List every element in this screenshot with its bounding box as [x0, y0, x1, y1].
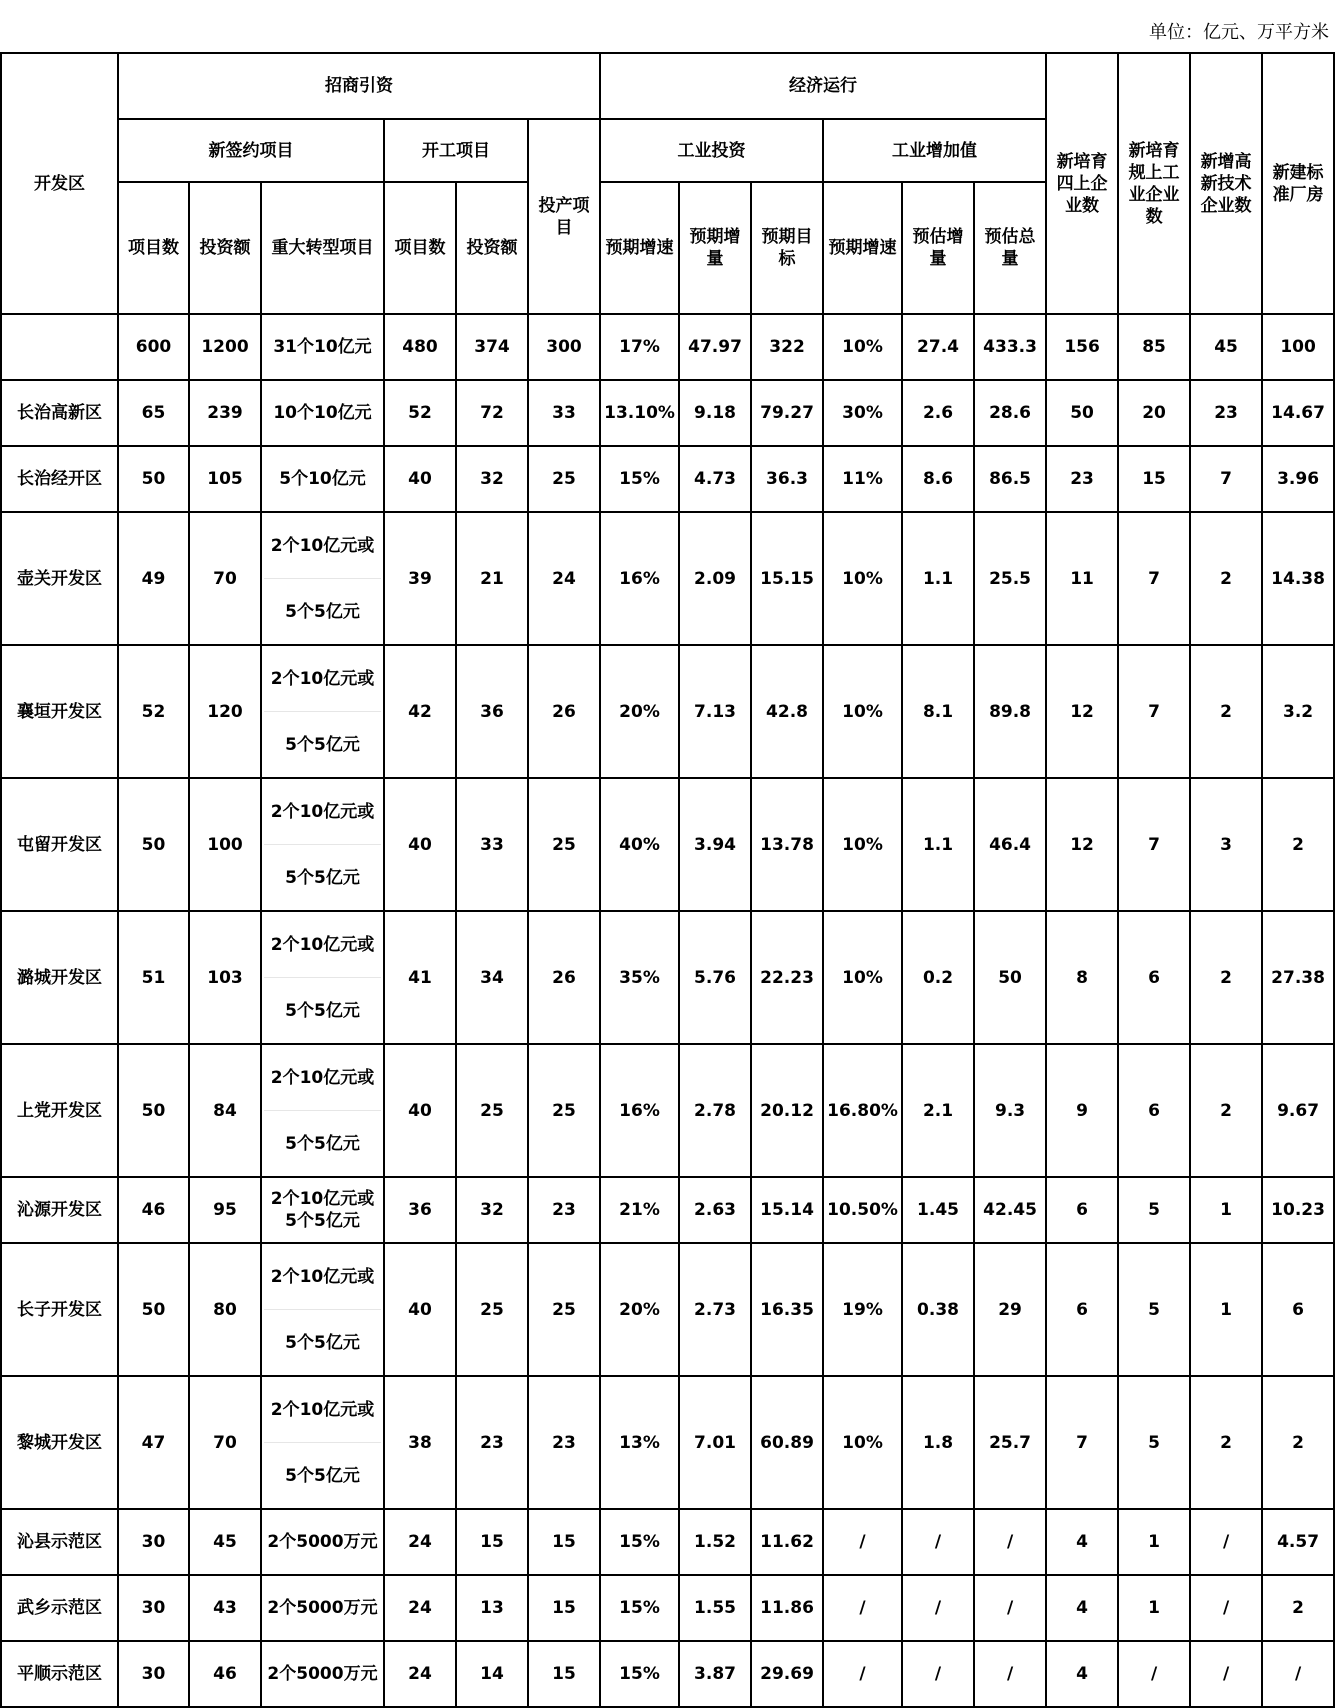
major-project-option-b: 5个5亿元 [285, 1465, 360, 1486]
table-cell: 30% [823, 380, 902, 446]
table-cell: / [823, 1641, 902, 1707]
table-cell: 5 [1118, 1243, 1190, 1376]
table-cell: 34 [456, 911, 528, 1044]
table-row [1, 1376, 1334, 1509]
table-cell: 13.78 [751, 778, 823, 911]
table-cell: 65 [118, 380, 189, 446]
table-cell: 50 [118, 1044, 189, 1177]
major-project-option-a: 2个10亿元或 [264, 779, 381, 845]
table-cell: 30 [118, 1509, 189, 1575]
total-cell: 600 [118, 314, 189, 380]
major-project-option-b: 5个5亿元 [285, 1000, 360, 1021]
development-zone-targets-table [0, 52, 1335, 1708]
district-name: 沁源开发区 [1, 1177, 118, 1243]
table-cell: 14.67 [1262, 380, 1334, 446]
table-cell: 50 [118, 1243, 189, 1376]
table-cell: 10% [823, 645, 902, 778]
table-cell: 86.5 [974, 446, 1046, 512]
table-cell: 42 [384, 645, 456, 778]
table-cell: 16% [600, 512, 679, 645]
major-project-option-b: 5个5亿元 [285, 601, 360, 622]
table-cell: 25 [528, 1243, 600, 1376]
header-district: 开发区 [1, 53, 118, 314]
table-cell: 40 [384, 1243, 456, 1376]
table-cell: 1 [1190, 1177, 1262, 1243]
table-cell: 11% [823, 446, 902, 512]
table-cell: 2个5000万元 [261, 1509, 384, 1575]
table-cell: 40% [600, 778, 679, 911]
major-project-option-b: 5个5亿元 [285, 1332, 360, 1353]
header-gy-invest: 工业投资 [600, 119, 823, 182]
table-cell: 43 [189, 1575, 261, 1641]
table-cell: 40 [384, 446, 456, 512]
table-cell: 60.89 [751, 1376, 823, 1509]
table-cell: 23 [528, 1177, 600, 1243]
table-row [1, 1243, 1334, 1376]
table-cell: 26 [528, 911, 600, 1044]
table-cell: 33 [528, 380, 600, 446]
table-cell: 40 [384, 1044, 456, 1177]
table-cell: 2 [1190, 911, 1262, 1044]
table-cell: 50 [118, 778, 189, 911]
table-cell: / [1190, 1641, 1262, 1707]
table-cell: 23 [456, 1376, 528, 1509]
table-cell: 5.76 [679, 911, 751, 1044]
table-cell: 1.45 [902, 1177, 974, 1243]
table-cell: 22.23 [751, 911, 823, 1044]
table-cell: 1 [1190, 1243, 1262, 1376]
table-cell: 1.1 [902, 512, 974, 645]
major-project-cell [261, 1177, 384, 1243]
table-cell: 6 [1118, 1044, 1190, 1177]
major-project-cell [261, 911, 384, 1044]
table-cell: 11.62 [751, 1509, 823, 1575]
table-cell: 7.13 [679, 645, 751, 778]
table-cell: 10% [823, 911, 902, 1044]
table-cell: 6 [1046, 1243, 1118, 1376]
table-cell: 49 [118, 512, 189, 645]
table-cell: 30 [118, 1641, 189, 1707]
table-cell: 20.12 [751, 1044, 823, 1177]
table-cell: 80 [189, 1243, 261, 1376]
table-cell: 1 [1118, 1509, 1190, 1575]
table-cell: 25 [528, 1044, 600, 1177]
table-cell: 2.6 [902, 380, 974, 446]
table-cell: 2个5000万元 [261, 1575, 384, 1641]
table-cell: / [823, 1509, 902, 1575]
total-cell: 322 [751, 314, 823, 380]
total-cell: 45 [1190, 314, 1262, 380]
table-cell: 46.4 [974, 778, 1046, 911]
major-project-cell [261, 1376, 384, 1509]
table-cell: 70 [189, 1376, 261, 1509]
table-cell: 3.87 [679, 1641, 751, 1707]
table-cell: 95 [189, 1177, 261, 1243]
table-cell: 19% [823, 1243, 902, 1376]
table-cell: 20% [600, 1243, 679, 1376]
table-cell: 2 [1262, 778, 1334, 911]
table-cell: 50 [118, 446, 189, 512]
table-cell: 8 [1046, 911, 1118, 1044]
table-row [1, 911, 1334, 1044]
table-cell: 12 [1046, 645, 1118, 778]
table-cell: 2.63 [679, 1177, 751, 1243]
col-add-speed: 预期增速 [823, 182, 902, 314]
table-cell: / [902, 1575, 974, 1641]
header-kaigong: 开工项目 [384, 119, 528, 182]
total-cell: 31个10亿元 [261, 314, 384, 380]
district-name: 长治经开区 [1, 446, 118, 512]
table-cell: 52 [384, 380, 456, 446]
major-project-option-b: 5个5亿元 [285, 1211, 360, 1231]
major-project-option-a: 2个10亿元或 [264, 1045, 381, 1111]
total-cell: 10% [823, 314, 902, 380]
table-cell: 25.7 [974, 1376, 1046, 1509]
table-cell: 7 [1118, 778, 1190, 911]
table-cell: 2 [1262, 1376, 1334, 1509]
table-cell: 52 [118, 645, 189, 778]
table-cell: 13.10% [600, 380, 679, 446]
table-cell: 3.96 [1262, 446, 1334, 512]
table-cell: 46 [118, 1177, 189, 1243]
table-cell: 51 [118, 911, 189, 1044]
table-cell: 10% [823, 778, 902, 911]
table-cell: 89.8 [974, 645, 1046, 778]
table-cell: 36 [384, 1177, 456, 1243]
table-cell: 120 [189, 645, 261, 778]
table-cell: 25 [528, 778, 600, 911]
district-name: 潞城开发区 [1, 911, 118, 1044]
major-project-cell [261, 1044, 384, 1177]
col-kg-count: 项目数 [384, 182, 456, 314]
table-cell: 70 [189, 512, 261, 645]
table-cell: / [823, 1575, 902, 1641]
table-cell: 84 [189, 1044, 261, 1177]
table-cell: 2 [1262, 1575, 1334, 1641]
table-cell: 3.2 [1262, 645, 1334, 778]
table-cell: 2 [1190, 1044, 1262, 1177]
table-row [1, 446, 1334, 512]
table-cell: 32 [456, 446, 528, 512]
district-name: 壶关开发区 [1, 512, 118, 645]
table-cell: 6 [1046, 1177, 1118, 1243]
table-cell: 2.09 [679, 512, 751, 645]
table-row [1, 512, 1334, 645]
table-cell: 10.50% [823, 1177, 902, 1243]
table-cell: 9.18 [679, 380, 751, 446]
table-cell: 4.73 [679, 446, 751, 512]
district-name: 武乡示范区 [1, 1575, 118, 1641]
table-cell: 1.52 [679, 1509, 751, 1575]
table-cell: 28.6 [974, 380, 1046, 446]
table-row [1, 1641, 1334, 1707]
table-cell: 3 [1190, 778, 1262, 911]
table-cell: 50 [1046, 380, 1118, 446]
table-cell: 16% [600, 1044, 679, 1177]
total-cell: 85 [1118, 314, 1190, 380]
table-cell: 36 [456, 645, 528, 778]
table-cell: 103 [189, 911, 261, 1044]
total-cell: 100 [1262, 314, 1334, 380]
table-row [1, 778, 1334, 911]
major-project-option-a: 2个10亿元或 [264, 646, 381, 712]
district-name: 黎城开发区 [1, 1376, 118, 1509]
table-cell: 14.38 [1262, 512, 1334, 645]
table-cell: 10个10亿元 [261, 380, 384, 446]
table-cell: 42.8 [751, 645, 823, 778]
major-project-cell [261, 645, 384, 778]
total-cell: 27.4 [902, 314, 974, 380]
total-cell: 480 [384, 314, 456, 380]
table-cell: 7.01 [679, 1376, 751, 1509]
header-zhaoshang: 招商引资 [118, 53, 600, 119]
header-new-industrial: 新培育规上工业企业数 [1118, 53, 1190, 314]
table-cell: 15 [1118, 446, 1190, 512]
table-cell: 25 [456, 1044, 528, 1177]
table-cell: 24 [528, 512, 600, 645]
total-cell: 300 [528, 314, 600, 380]
district-name: 长子开发区 [1, 1243, 118, 1376]
table-cell: 3.94 [679, 778, 751, 911]
table-cell: 29 [974, 1243, 1046, 1376]
table-cell: 33 [456, 778, 528, 911]
table-cell: 8.6 [902, 446, 974, 512]
table-cell: 5 [1118, 1376, 1190, 1509]
district-name: 平顺示范区 [1, 1641, 118, 1707]
table-cell: 4 [1046, 1509, 1118, 1575]
col-inv-speed: 预期增速 [600, 182, 679, 314]
table-body [1, 314, 1334, 1707]
table-cell: 9.67 [1262, 1044, 1334, 1177]
table-row-total [1, 314, 1334, 380]
col-inv-incr: 预期增量 [679, 182, 751, 314]
table-row [1, 1044, 1334, 1177]
table-cell: 25.5 [974, 512, 1046, 645]
total-cell: 17% [600, 314, 679, 380]
table-cell: 6 [1118, 911, 1190, 1044]
table-cell: 4 [1046, 1575, 1118, 1641]
table-cell: / [974, 1575, 1046, 1641]
table-cell: 10% [823, 1376, 902, 1509]
total-cell [1, 314, 118, 380]
table-cell: 11 [1046, 512, 1118, 645]
table-cell: 5个10亿元 [261, 446, 384, 512]
major-project-cell [261, 778, 384, 911]
table-cell: 12 [1046, 778, 1118, 911]
table-cell: 50 [974, 911, 1046, 1044]
major-project-cell [261, 512, 384, 645]
table-cell: 15.15 [751, 512, 823, 645]
table-cell: 79.27 [751, 380, 823, 446]
col-invest: 投资额 [189, 182, 261, 314]
table-cell: 100 [189, 778, 261, 911]
header-gy-added: 工业增加值 [823, 119, 1046, 182]
table-cell: / [1190, 1575, 1262, 1641]
table-cell: 45 [189, 1509, 261, 1575]
col-major: 重大转型项目 [261, 182, 384, 314]
col-inv-target: 预期目标 [751, 182, 823, 314]
table-cell: / [1262, 1641, 1334, 1707]
major-project-option-b: 5个5亿元 [285, 1133, 360, 1154]
table-cell: 13% [600, 1376, 679, 1509]
table-cell: 7 [1118, 512, 1190, 645]
col-kg-invest: 投资额 [456, 182, 528, 314]
col-add-total: 预估总量 [974, 182, 1046, 314]
table-cell: 27.38 [1262, 911, 1334, 1044]
table-cell: 29.69 [751, 1641, 823, 1707]
major-project-option-b: 5个5亿元 [285, 734, 360, 755]
table-cell: 26 [528, 645, 600, 778]
table-cell: 25 [528, 446, 600, 512]
table-cell: 7 [1190, 446, 1262, 512]
table-cell: / [1118, 1641, 1190, 1707]
total-cell: 1200 [189, 314, 261, 380]
table-cell: 2.73 [679, 1243, 751, 1376]
table-cell: 9.3 [974, 1044, 1046, 1177]
major-project-option-a: 2个10亿元或 [270, 1189, 375, 1209]
table-cell: 24 [384, 1575, 456, 1641]
major-project-option-b: 5个5亿元 [285, 867, 360, 888]
table-row [1, 380, 1334, 446]
district-name: 长治高新区 [1, 380, 118, 446]
table-cell: 24 [384, 1641, 456, 1707]
table-cell: 40 [384, 778, 456, 911]
table-cell: 105 [189, 446, 261, 512]
table-cell: 7 [1046, 1376, 1118, 1509]
table-cell: 23 [1046, 446, 1118, 512]
table-cell: 42.45 [974, 1177, 1046, 1243]
col-proj-count: 项目数 [118, 182, 189, 314]
table-cell: 7 [1118, 645, 1190, 778]
table-cell: 1.1 [902, 778, 974, 911]
table-cell: 15.14 [751, 1177, 823, 1243]
table-cell: 15 [528, 1509, 600, 1575]
table-cell: 5 [1118, 1177, 1190, 1243]
district-name: 襄垣开发区 [1, 645, 118, 778]
table-cell: / [974, 1641, 1046, 1707]
unit-label: 单位：亿元、万平方米 [1149, 22, 1329, 43]
table-cell: 15 [528, 1575, 600, 1641]
table-cell: 239 [189, 380, 261, 446]
table-cell: 2 [1190, 645, 1262, 778]
district-name: 屯留开发区 [1, 778, 118, 911]
table-cell: 2个5000万元 [261, 1641, 384, 1707]
table-cell: 20% [600, 645, 679, 778]
table-cell: 0.38 [902, 1243, 974, 1376]
table-cell: 15% [600, 1575, 679, 1641]
table-cell: / [902, 1641, 974, 1707]
table-cell: 25 [456, 1243, 528, 1376]
table-cell: 23 [528, 1376, 600, 1509]
table-cell: / [902, 1509, 974, 1575]
table-cell: / [974, 1509, 1046, 1575]
table-row [1, 1575, 1334, 1641]
table-cell: 13 [456, 1575, 528, 1641]
district-name: 上党开发区 [1, 1044, 118, 1177]
table-cell: 15% [600, 1641, 679, 1707]
table-cell: 30 [118, 1575, 189, 1641]
table-cell: 11.86 [751, 1575, 823, 1641]
major-project-option-a: 2个10亿元或 [264, 912, 381, 978]
table-cell: 15% [600, 1509, 679, 1575]
header-new-four-above: 新培育四上企业数 [1046, 53, 1118, 314]
table-cell: / [1190, 1509, 1262, 1575]
table-cell: 24 [384, 1509, 456, 1575]
table-cell: 4.57 [1262, 1509, 1334, 1575]
table-cell: 2 [1190, 1376, 1262, 1509]
table-cell: 10.23 [1262, 1177, 1334, 1243]
header-new-hightech: 新增高新技术企业数 [1190, 53, 1262, 314]
table-cell: 1.55 [679, 1575, 751, 1641]
table-cell: 36.3 [751, 446, 823, 512]
major-project-cell [261, 1243, 384, 1376]
table-cell: 1 [1118, 1575, 1190, 1641]
table-cell: 1.8 [902, 1376, 974, 1509]
table-row [1, 645, 1334, 778]
table-cell: 39 [384, 512, 456, 645]
header-touchan: 投产项目 [528, 119, 600, 314]
table-cell: 41 [384, 911, 456, 1044]
major-project-option-a: 2个10亿元或 [264, 1377, 381, 1443]
table-cell: 15 [456, 1509, 528, 1575]
table-row [1, 1177, 1334, 1243]
table-cell: 47 [118, 1376, 189, 1509]
table-cell: 2.1 [902, 1044, 974, 1177]
major-project-option-a: 2个10亿元或 [264, 1244, 381, 1310]
total-cell: 374 [456, 314, 528, 380]
table-cell: 16.35 [751, 1243, 823, 1376]
table-cell: 16.80% [823, 1044, 902, 1177]
header-new-signed: 新签约项目 [118, 119, 384, 182]
table-cell: 0.2 [902, 911, 974, 1044]
table-cell: 15 [528, 1641, 600, 1707]
table-cell: 8.1 [902, 645, 974, 778]
table-cell: 20 [1118, 380, 1190, 446]
major-project-option-a: 2个10亿元或 [264, 513, 381, 579]
total-cell: 47.97 [679, 314, 751, 380]
table-cell: 2 [1190, 512, 1262, 645]
table-cell: 4 [1046, 1641, 1118, 1707]
table-cell: 32 [456, 1177, 528, 1243]
total-cell: 433.3 [974, 314, 1046, 380]
table-cell: 38 [384, 1376, 456, 1509]
district-name: 沁县示范区 [1, 1509, 118, 1575]
table-cell: 21% [600, 1177, 679, 1243]
table-cell: 10% [823, 512, 902, 645]
col-add-incr: 预估增量 [902, 182, 974, 314]
header-jingji: 经济运行 [600, 53, 1046, 119]
header-new-factory: 新建标准厂房 [1262, 53, 1334, 314]
table-cell: 15% [600, 446, 679, 512]
table-cell: 6 [1262, 1243, 1334, 1376]
table-cell: 14 [456, 1641, 528, 1707]
table-cell: 21 [456, 512, 528, 645]
table-cell: 23 [1190, 380, 1262, 446]
table-cell: 72 [456, 380, 528, 446]
table-cell: 46 [189, 1641, 261, 1707]
table-row [1, 1509, 1334, 1575]
total-cell: 156 [1046, 314, 1118, 380]
table-cell: 9 [1046, 1044, 1118, 1177]
table-cell: 35% [600, 911, 679, 1044]
table-cell: 2.78 [679, 1044, 751, 1177]
